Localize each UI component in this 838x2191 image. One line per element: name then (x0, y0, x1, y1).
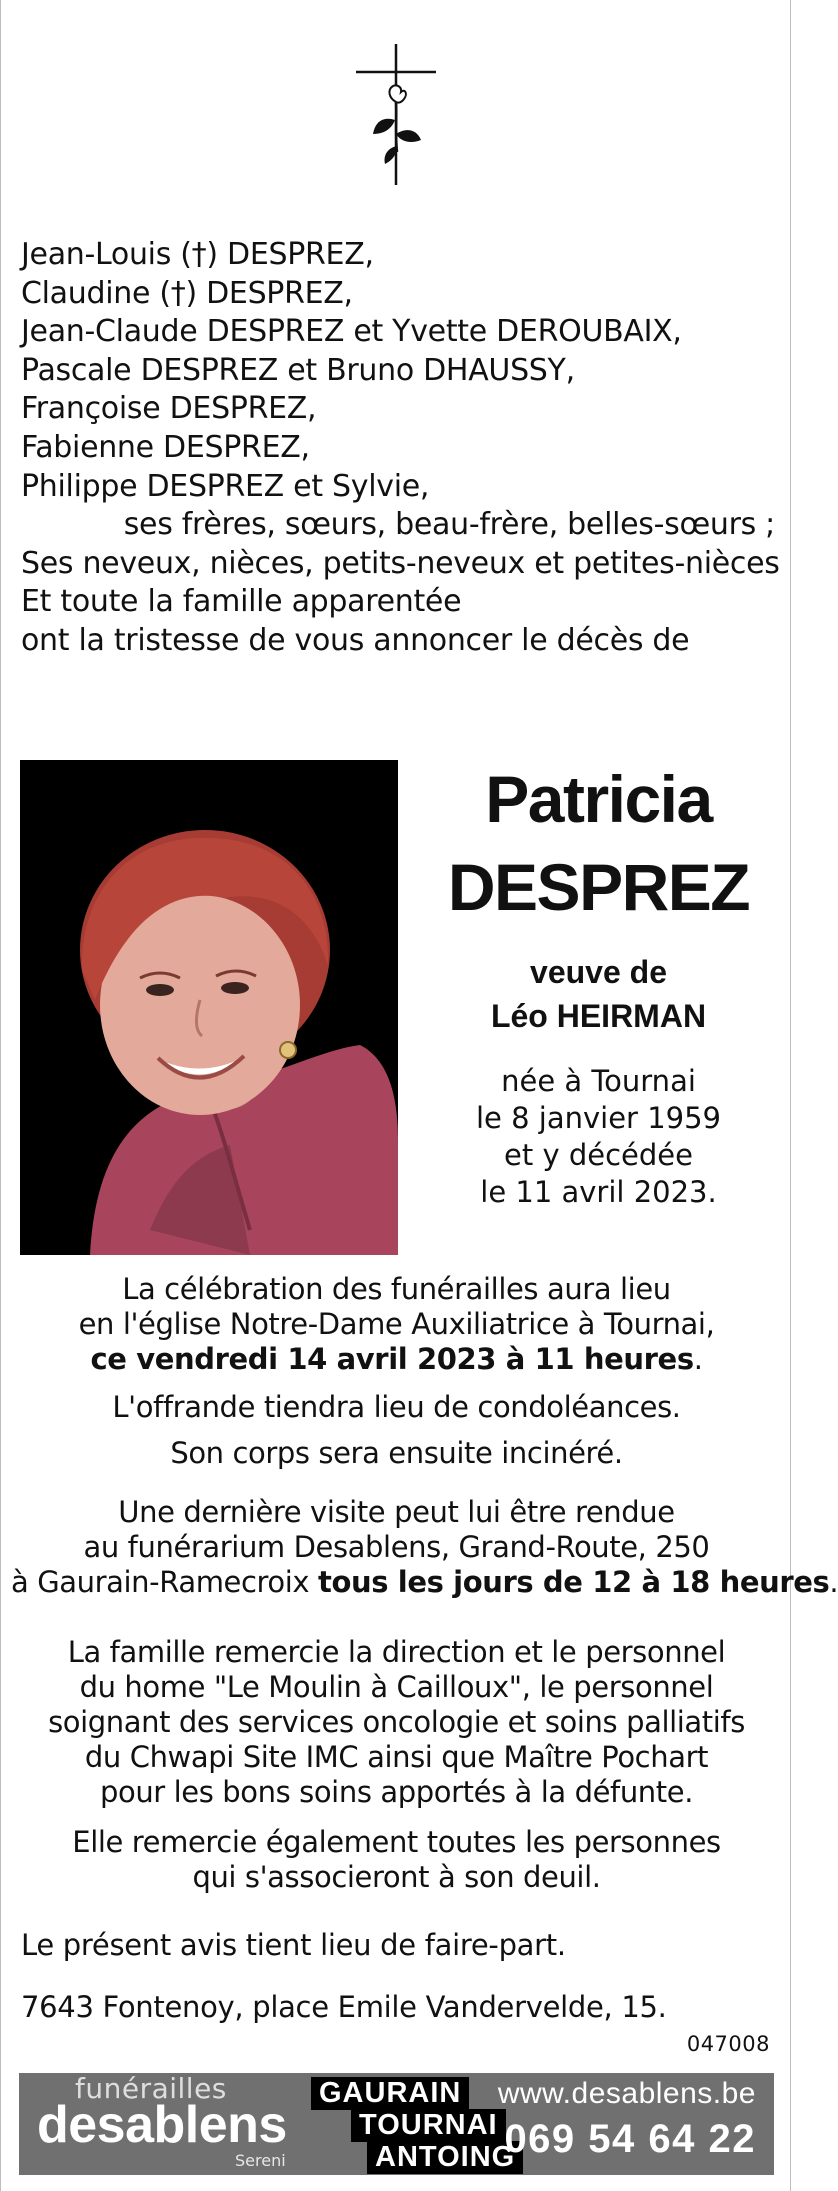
thanks-line: du home "Le Moulin à Cailloux", le personnel (79, 1670, 714, 1704)
thanks-also (11, 1825, 782, 1895)
thanks-line: La famille remercie la direction et le personnel (67, 1635, 726, 1669)
ceremony-date-bold: ce vendredi 14 avril 2023 à 11 heures (90, 1342, 694, 1376)
funeral-home-banner (19, 2073, 774, 2175)
deceased-last-name: DESPREZ (447, 850, 750, 924)
website-link[interactable]: www.desablens.be (497, 2077, 756, 2110)
widow-of-label: veuve de (530, 954, 667, 990)
visit-hours-bold: tous les jours de 12 à 18 heures (318, 1565, 830, 1599)
family-member: Jean-Louis (†) DESPREZ, (21, 237, 374, 272)
deceased-first-name: Patricia (485, 762, 712, 836)
phone-number[interactable]: 069 54 64 22 (504, 2117, 756, 2161)
family-member: Fabienne DESPREZ, (21, 429, 310, 465)
desablens-logo (37, 2073, 327, 2175)
birth-place: née à Tournai (501, 1064, 696, 1098)
logo-main-text: desablens (37, 2096, 287, 2154)
widow-of (421, 950, 776, 1038)
ceremony-period: . (693, 1342, 703, 1376)
reference-number: 047008 (686, 2032, 770, 2056)
cremation-line: Son corps sera ensuite incinéré. (170, 1436, 623, 1470)
family-member: Françoise DESPREZ, (21, 391, 317, 427)
ceremony-datetime (11, 1342, 782, 1377)
address-text: 7643 Fontenoy, place Emile Vandervelde, 15. (21, 1990, 667, 2024)
thanks-info (11, 1635, 782, 1810)
ceremony-info (11, 1272, 782, 1377)
notice-text: Le présent avis tient lieu de faire-part. (21, 1928, 566, 1962)
visit-line: Une dernière visite peut lui être rendue (118, 1495, 675, 1529)
visit-hours (11, 1565, 838, 1600)
thanks-line: soignant des services oncologie et soins palliatifs (48, 1705, 745, 1739)
cremation-info (11, 1436, 782, 1471)
town-label: GAURAIN (311, 2077, 469, 2110)
family-member: Pascale DESPREZ et Bruno DHAUSSY, (21, 352, 575, 388)
cross-rose-icon (353, 42, 439, 187)
family-member: Philippe DESPREZ et Sylvie, (21, 468, 430, 504)
birth-date: le 8 janvier 1959 (476, 1101, 721, 1135)
visit-period: . (829, 1565, 838, 1599)
thanks-line: pour les bons soins apportés à la défunte. (99, 1775, 694, 1809)
thanks-line: du Chwapi Site IMC ainsi que Maître Pochart (84, 1740, 709, 1774)
birth-death-dates (421, 1063, 776, 1211)
thanks-also-line: Elle remercie également toutes les personnes (72, 1825, 721, 1859)
death-place: et y décédée (504, 1138, 693, 1172)
family-announcement (21, 236, 781, 661)
town-label: ANTOING (367, 2141, 523, 2174)
family-extra: Et toute la famille apparentée (21, 584, 462, 620)
portrait-illustration (20, 760, 398, 1255)
family-extra: Ses neveux, nièces, petits-neveux et petites-nièces (21, 545, 780, 581)
family-member: Claudine (†) DESPREZ, (21, 275, 353, 311)
visit-location: à Gaurain-Ramecroix (11, 1565, 318, 1599)
announcement-line: ont la tristesse de vous annoncer le décès de (21, 622, 690, 658)
offering-line: L'offrande tiendra lieu de condoléances. (112, 1390, 681, 1424)
ceremony-line: en l'église Notre-Dame Auxiliatrice à Tournai, (78, 1307, 715, 1341)
portrait-photo (20, 760, 398, 1255)
deceased-name (421, 755, 776, 931)
family-member: Jean-Claude DESPREZ et Yvette DEROUBAIX, (21, 314, 682, 350)
ceremony-line: La célébration des funérailles aura lieu (122, 1272, 671, 1306)
logo-top-text: funérailles (75, 2072, 227, 2105)
widow-of-name: Léo HEIRMAN (490, 998, 707, 1034)
offering-info (11, 1390, 782, 1425)
thanks-also-line: qui s'associeront à son deuil. (192, 1860, 601, 1894)
family-relation: ses frères, sœurs, beau-frère, belles-sœurs ; (123, 507, 775, 543)
visit-info (11, 1495, 838, 1600)
town-label: TOURNAI (351, 2109, 506, 2142)
logo-tag-text: Sereni (235, 2151, 286, 2170)
visit-line: au funérarium Desablens, Grand-Route, 250 (83, 1530, 710, 1564)
death-date: le 11 avril 2023. (480, 1175, 717, 1209)
